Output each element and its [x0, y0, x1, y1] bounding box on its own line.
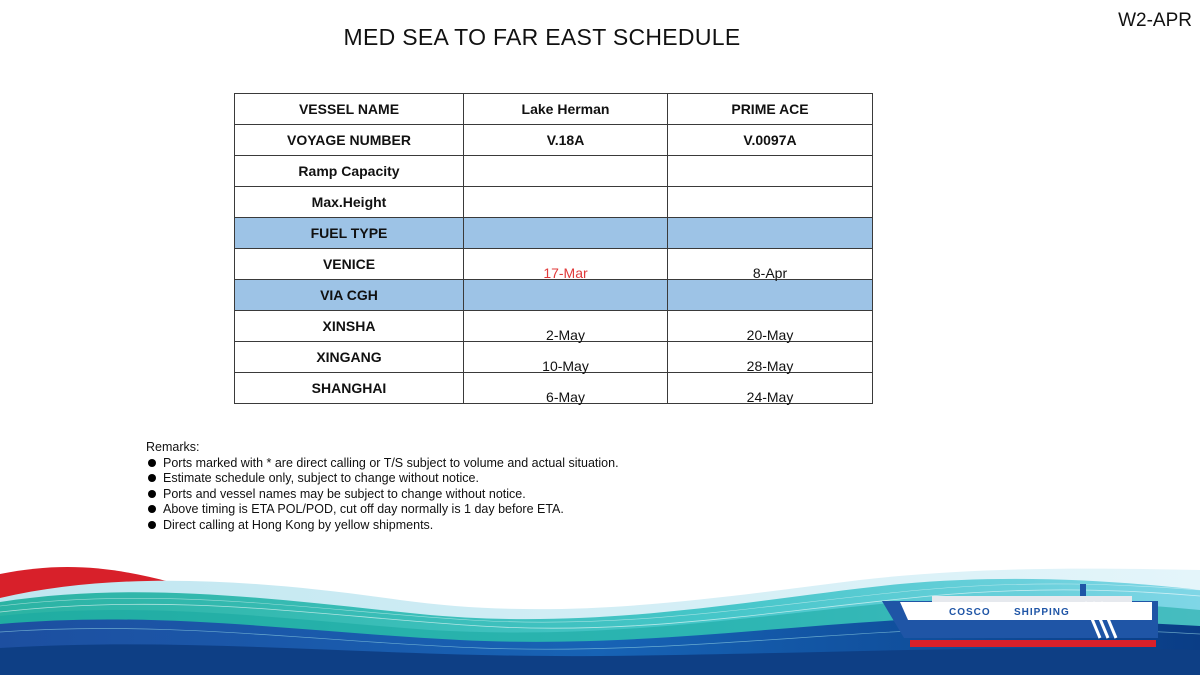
bullet-icon	[148, 474, 156, 482]
row-label: Max.Height	[235, 187, 464, 218]
row-label: VENICE	[235, 249, 464, 280]
bullet-icon	[148, 505, 156, 513]
ramp-capacity-cell	[668, 156, 873, 187]
via-cell	[464, 280, 668, 311]
fuel-type-cell	[668, 218, 873, 249]
row-label: VOYAGE NUMBER	[235, 125, 464, 156]
remark-item	[146, 502, 619, 518]
voyage-number-cell: V.18A	[464, 125, 668, 156]
remark-text: Estimate schedule only, subject to change without notice.	[163, 471, 479, 485]
eta-cell	[668, 249, 873, 280]
via-cell	[668, 280, 873, 311]
schedule-table	[234, 93, 873, 404]
row-label: FUEL TYPE	[235, 218, 464, 249]
remark-item	[146, 456, 619, 472]
remark-text: Ports and vessel names may be subject to change without notice.	[163, 486, 526, 501]
wave-banner	[0, 540, 1200, 675]
bullet-icon	[148, 521, 156, 529]
remark-text: Direct calling at Hong Kong by yellow shipments.	[163, 517, 434, 532]
eta-cell	[464, 373, 668, 404]
remark-item	[146, 487, 619, 503]
table-row-via-cgh	[235, 280, 873, 311]
table-row-voyage-number	[235, 125, 873, 156]
eta-cell	[464, 311, 668, 342]
remark-item	[146, 518, 619, 534]
row-label: VESSEL NAME	[235, 94, 464, 125]
remarks-list	[146, 456, 619, 534]
eta-cell	[668, 311, 873, 342]
remarks-heading: Remarks:	[146, 440, 200, 454]
eta-value: 24-May	[746, 389, 794, 405]
logo-word-2: SHIPPING	[1014, 607, 1070, 618]
row-label: SHANGHAI	[235, 373, 464, 404]
vessel-name-cell: PRIME ACE	[668, 94, 873, 125]
eta-value: 20-May	[746, 327, 794, 343]
remark-text: Above timing is ETA POL/POD, cut off day normally is 1 day before ETA.	[163, 502, 564, 516]
remarks	[146, 440, 619, 533]
table-row-fuel-type	[235, 218, 873, 249]
table-row-xingang	[235, 342, 873, 373]
remark-text: Ports marked with * are direct calling or T/S subject to volume and actual situation.	[163, 455, 619, 470]
eta-cell	[464, 342, 668, 373]
table-row-venice	[235, 249, 873, 280]
eta-value: 28-May	[746, 358, 794, 374]
eta-cell	[464, 249, 668, 280]
table-row-max-height	[235, 187, 873, 218]
max-height-cell	[464, 187, 668, 218]
bullet-icon	[148, 490, 156, 498]
remark-item	[146, 471, 619, 487]
table-row-vessel-name	[235, 94, 873, 125]
voyage-number-cell: V.0097A	[668, 125, 873, 156]
max-height-cell	[668, 187, 873, 218]
table-row-xinsha	[235, 311, 873, 342]
row-label: XINGANG	[235, 342, 464, 373]
ramp-capacity-cell	[464, 156, 668, 187]
week-tag: W2-APR	[1118, 10, 1192, 31]
bullet-icon	[148, 459, 156, 467]
eta-value: 10-May	[542, 358, 589, 374]
eta-value: 6-May	[546, 389, 585, 405]
fuel-type-cell	[464, 218, 668, 249]
logo-word-1: COSCO	[949, 607, 991, 618]
eta-cell	[668, 342, 873, 373]
page-title: MED SEA TO FAR EAST SCHEDULE	[343, 24, 741, 50]
eta-value: 8-Apr	[752, 265, 788, 281]
table-row-shanghai	[235, 373, 873, 404]
row-label: VIA CGH	[235, 280, 464, 311]
table-row-ramp-capacity	[235, 156, 873, 187]
row-label: XINSHA	[235, 311, 464, 342]
eta-value: 17-Mar	[543, 265, 588, 281]
row-label: Ramp Capacity	[235, 156, 464, 187]
eta-value: 2-May	[546, 327, 585, 343]
eta-cell	[668, 373, 873, 404]
vessel-name-cell: Lake Herman	[464, 94, 668, 125]
